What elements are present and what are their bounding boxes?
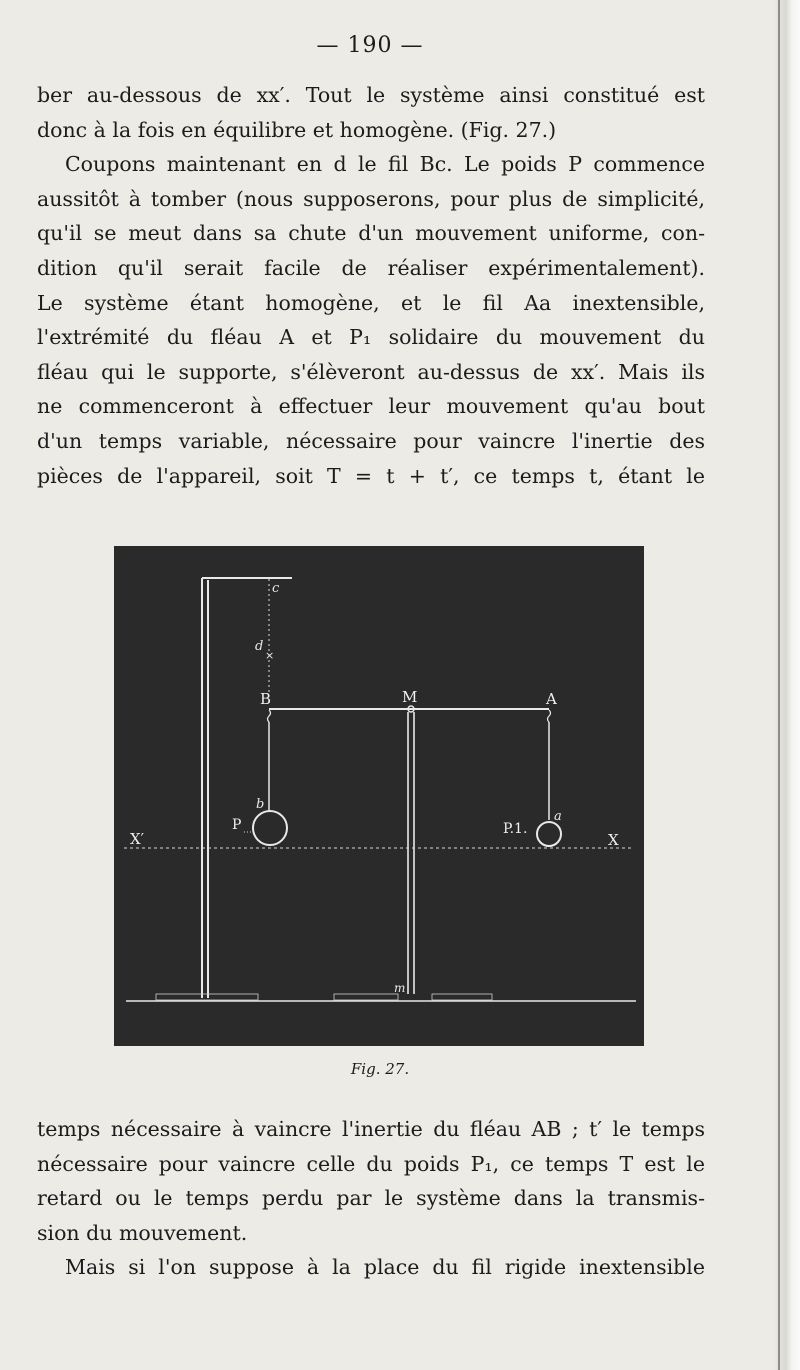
label-d: d xyxy=(255,639,264,654)
hook-A xyxy=(548,710,551,722)
text-line: qu'il se meut dans sa chute d'un mouvement uniforme, con- xyxy=(37,221,705,246)
text-line: aussitôt à tomber (nous supposerons, pour plus de simplicité, xyxy=(37,186,705,211)
text-line: nécessaire pour vaincre celle du poids P₁, ce temps T est le xyxy=(37,1151,705,1176)
text-line: l'extrémité du fléau A et P₁ solidaire du mouvement du xyxy=(37,325,705,350)
label-P1: P.1. xyxy=(503,821,528,837)
label-M: M xyxy=(402,688,418,706)
label-P: P xyxy=(232,817,242,833)
text-line: dition qu'il serait facile de réaliser expérimentalement). xyxy=(37,255,705,280)
label-b: b xyxy=(256,797,265,812)
text-line: Le système étant homogène, et le fil Aa inextensible, xyxy=(37,290,705,315)
text-line: retard ou le temps perdu par le système dans la transmis- xyxy=(37,1186,705,1211)
cut-mark-icon: × xyxy=(265,649,275,662)
label-B: B xyxy=(260,690,272,708)
text-line: donc à la fois en équilibre et homogène. (Fig. 27.) xyxy=(37,117,557,142)
weight-P xyxy=(253,811,287,845)
page-number: — 190 — xyxy=(316,33,424,58)
text-line: pièces de l'appareil, soit T = t + t′, ce temps t, étant le xyxy=(37,463,705,488)
hook-B xyxy=(268,710,271,722)
label-X-prime: X′ xyxy=(130,830,145,848)
text-line: Coupons maintenant en d le fil Bc. Le poids P commence xyxy=(65,152,705,177)
text-line: Mais si l'on suppose à la place du fil rigide inextensible xyxy=(65,1255,705,1280)
text-line: d'un temps variable, nécessaire pour vaincre l'inertie des xyxy=(37,428,705,453)
figure-caption: Fig. 27. xyxy=(350,1060,410,1078)
apparatus-drawing xyxy=(114,546,644,1046)
weight-P1 xyxy=(537,822,561,846)
text-line: temps nécessaire à vaincre l'inertie du fléau AB ; t′ le temps xyxy=(37,1117,705,1141)
label-m: m xyxy=(394,981,406,995)
text-line: fléau qui le supporte, s'élèveront au-dessus de xx′. Mais ils xyxy=(37,359,705,384)
text-line: ne commenceront à effectuer leur mouvement qu'au bout xyxy=(37,394,705,419)
text-block-top xyxy=(37,78,705,493)
left-post xyxy=(202,578,292,998)
label-c: c xyxy=(272,581,280,596)
label-X: X xyxy=(608,831,619,849)
text-block-bottom xyxy=(37,1112,705,1285)
figure-27-diagram xyxy=(114,546,644,1046)
center-post xyxy=(408,712,414,994)
text-line: sion du mouvement. xyxy=(37,1220,248,1245)
label-A: A xyxy=(546,690,557,708)
page-edge-line xyxy=(778,0,780,1370)
base-hatching xyxy=(156,994,492,1000)
label-a: a xyxy=(554,809,562,824)
text-line: ber au-dessous de xx′. Tout le système ainsi constitué est xyxy=(37,83,705,107)
